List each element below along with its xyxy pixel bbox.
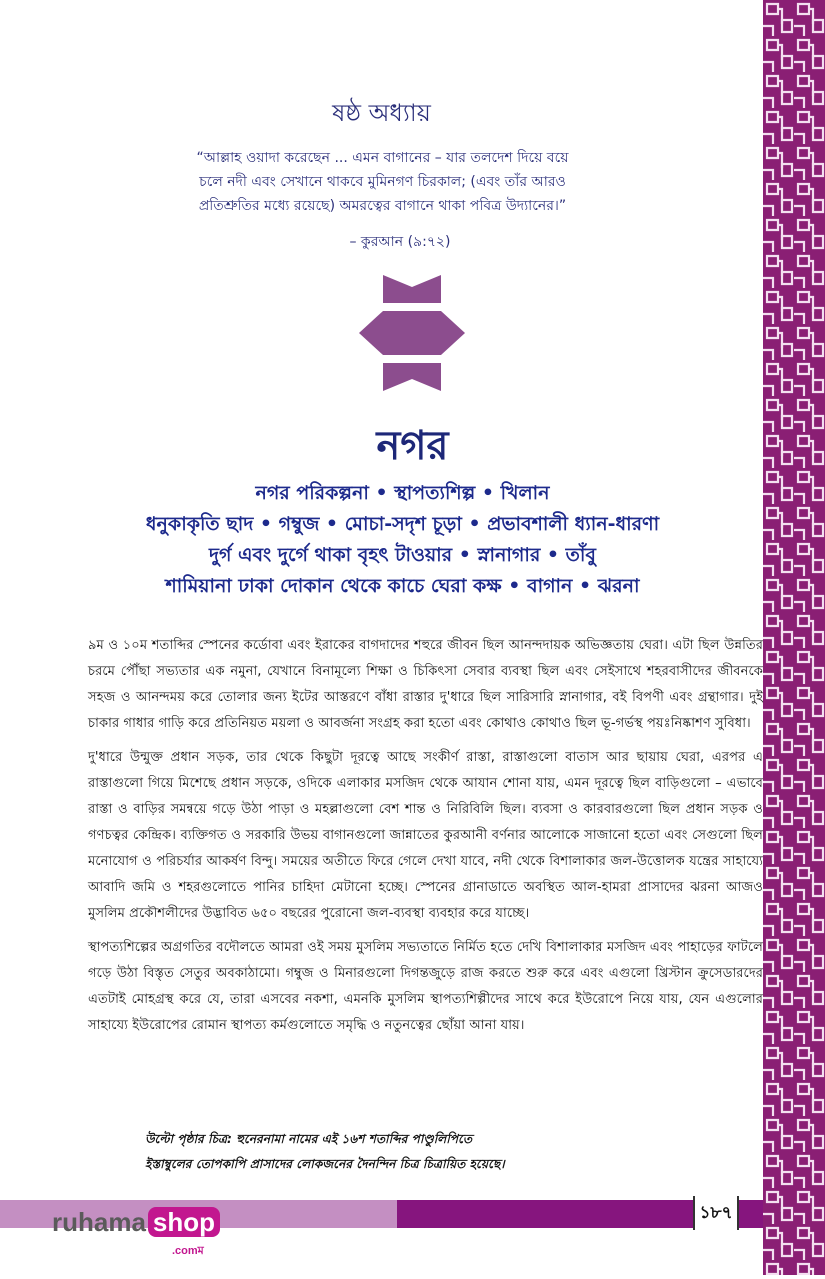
- side-pattern-border: [763, 0, 825, 1275]
- logo-suffix: .comম: [172, 1245, 204, 1257]
- topic-list: [120, 478, 685, 602]
- caption-line: উল্টো পৃষ্ঠার চিত্র: হুনেরনামা নামের এই ১৬শ শতাব্দির পাণ্ডুলিপিতে: [145, 1132, 473, 1146]
- paragraph: দু'ধারে উন্মুক্ত প্রধান সড়ক, তার থেকে কিছুটা দূরত্বে আছে সংকীর্ণ রাস্তা, রাস্তাগুলো বাতাস আর ছায়ায় ঘেরা, এরপর এ রাস্তাগুলো গিয়ে মিশেছে প্রধান সড়কে, ওদিকে এলাকার মসজিদ থেকে আযান শোনা যায়, এমন দূরত্বে ছিল বাড়িগুলো – এভাবে রাস্তা ও বাড়ির সমন্বয়ে গড়ে উঠা পাড়া ও মহল্লাগুলো বেশ শান্ত ও নিরিবিলি ছিল। ব্যবসা ও কারবারগুলো ছিল প্রধান সড়ক ও গণচত্বর কেন্দ্রিক। ব্যক্তিগত ও সরকারি উভয় বাগানগুলো জান্নাতের কুরআনী বর্ণনার আলোকে সাজানো হতো এবং সেগুলো ছিল মনোযোগ ও পরিচর্যার আকর্ষণ বিন্দু। সময়ের অতীতে ফিরে গেলে দেখা যাবে, নদী থেকে বিশালাকার জল-উত্তোলক যন্ত্রের সাহায্যে আবাদি জমি ও শহরগুলোতে পানির চাহিদা মেটানো হচ্ছে। স্পেনের গ্রানাডাতে অবস্থিত আল-হামরা প্রাসাদের ঝরনা আজও মুসলিম প্রকৌশলীদের উদ্ভাবিত ৬৫০ বছরের পুরোনো জল-ব্যবস্থা ব্যবহার করে যাচ্ছে।: [88, 750, 763, 921]
- quote-line: চলে নদী এবং সেখানে থাকবে মুমিনগণ চিরকাল; (এবং তাঁর আরও: [199, 174, 566, 190]
- paragraph: স্থাপত্যশিল্পের অগ্রগতির বদৌলতে আমরা ওই সময় মুসলিম সভ্যতাতে নির্মিত হতে দেখি বিশালাকার মসজিদ এবং পাহাড়ের ফাটলে গড়ে উঠা বিস্তৃত সেতুর অবকাঠামো। গম্বুজ ও মিনারগুলো দিগন্তজুড়ে রাজ করতে শুরু করে এবং এগুলো খ্রিস্টান ক্রুসেডারদের এতটাই মোহগ্রস্থ করে যে, তারা এসবের নকশা, এমনকি মুসলিম স্থাপত্যশিল্পীদের সাথে করে ইউরোপে নিয়ে যায়, যেন এগুলোর সাহায্যে ইউরোপের রোমান স্থাপত্য কর্মগুলোতে সমৃদ্ধি ও নতুনত্বের ছোঁয়া আনা যায়।: [88, 940, 763, 1033]
- watermark-logo: [52, 1207, 220, 1237]
- epigraph-quote: [160, 146, 605, 218]
- body-text: [88, 633, 763, 1047]
- topic-line: নগর পরিকল্পনা • স্থাপত্যশিল্প • খিলান: [255, 482, 550, 504]
- logo-part-1: ruhama: [52, 1207, 146, 1237]
- chapter-emblem-icon: [355, 275, 470, 399]
- figure-caption: [145, 1127, 705, 1177]
- caption-line: ইস্তাম্বুলের তোপকাপি প্রাসাদের লোকজনের দৈনন্দিন চিত্র চিত্রায়িত হয়েছে।: [145, 1157, 505, 1171]
- topic-line: দুর্গ এবং দুর্গে থাকা বৃহৎ টাওয়ার • স্নানাগার • তাঁবু: [208, 544, 596, 566]
- chapter-label: ষষ্ঠ অধ্যায়: [332, 99, 431, 127]
- logo-part-2: shop: [148, 1207, 220, 1237]
- topic-line: ধনুকাকৃতি ছাদ • গম্বুজ • মোচা-সদৃশ চূড়া • প্রভাবশালী ধ্যান-ধারণা: [145, 513, 660, 535]
- topic-line: শামিয়ানা ঢাকা দোকান থেকে কাচে ঘেরা কক্ষ • বাগান • ঝরনা: [165, 575, 640, 597]
- chapter-title: নগর: [376, 423, 449, 469]
- quote-source: – কুরআন (৯:৭২): [349, 234, 451, 250]
- quote-line: প্রতিশ্রুতির মধ্যে রয়েছে) অমরত্বের বাগানে থাকা পবিত্র উদ্যানের।”: [198, 198, 567, 214]
- paragraph: ৯ম ও ১০ম শতাব্দির স্পেনের কর্ডোবা এবং ইরাকের বাগদাদের শহুরে জীবন ছিল আনন্দদায়ক অভিজ্ঞতায় ঘেরা। এটা ছিল উন্নতির চরমে পৌঁছা সভ্যতার এক নমুনা, যেখানে বিনামূল্যে শিক্ষা ও চিকিৎসা সেবার ব্যবস্থা ছিল এবং সেইসাথে শহরবাসীদের জীবনকে সহজ ও আনন্দময় করে তোলার জন্য ইটের আস্তরণে বাঁধা রাস্তার দু'ধারে ছিল সারিসারি স্নানাগার, বই বিপণী এবং গ্রন্থাগার। দুই চাকার গাধার গাড়ি করে প্রতিনিয়ত ময়লা ও আবর্জনা সংগ্রহ করা হতো এবং কোথাও কোথাও ছিল ভূ-গর্ভস্থ পয়ঃনিষ্কাশণ সুবিধা।: [88, 638, 763, 731]
- quote-line: “আল্লাহ ওয়াদা করেছেন ... এমন বাগানের – যার তলদেশ দিয়ে বয়ে: [196, 150, 569, 166]
- page-number: ১৮৭: [693, 1196, 739, 1230]
